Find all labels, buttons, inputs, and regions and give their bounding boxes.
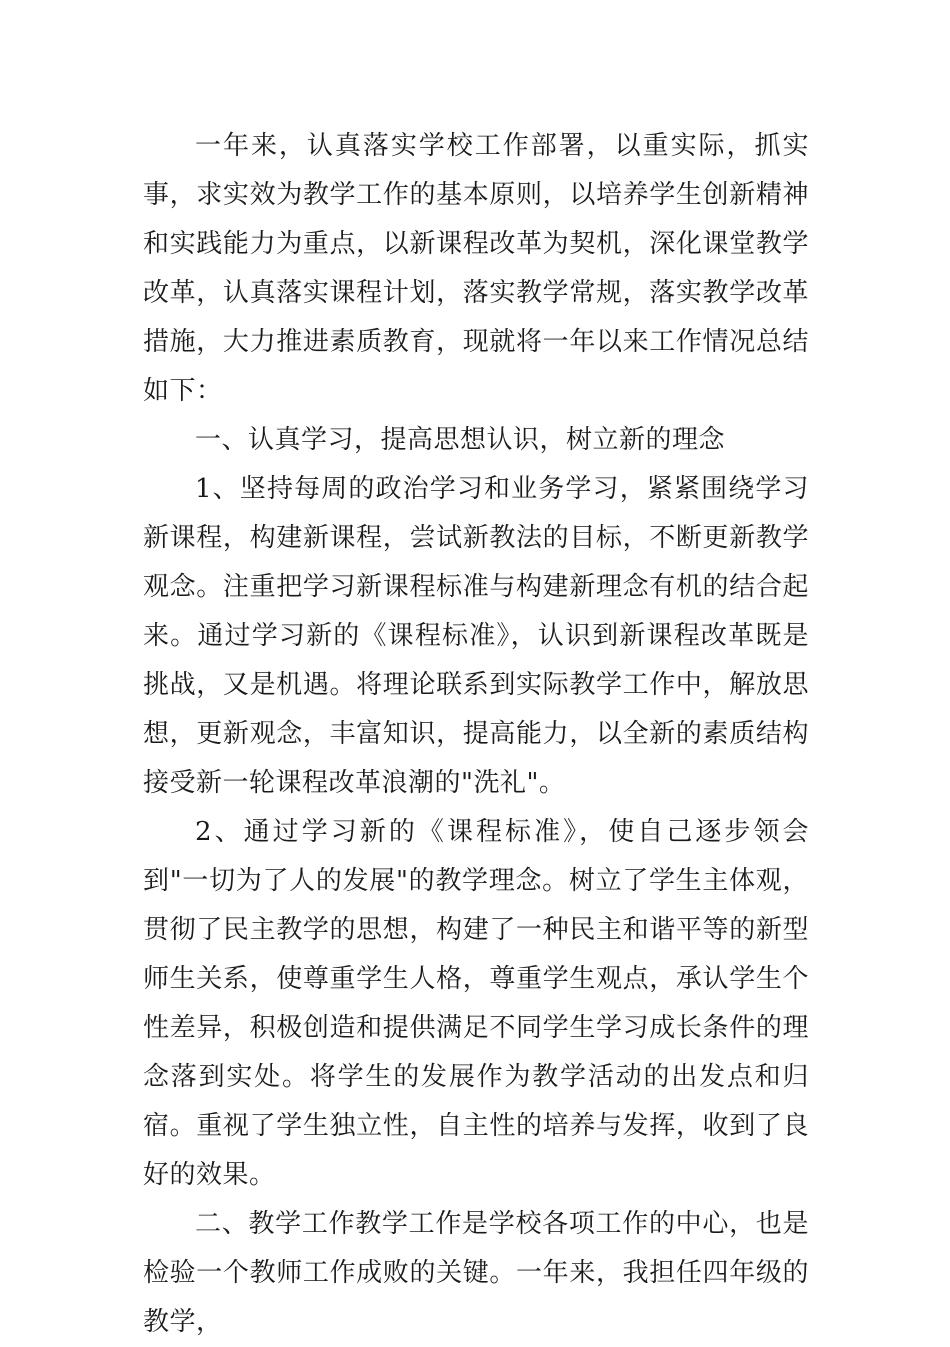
section-heading-1: 一、认真学习，提高思想认识，树立新的理念 [195,425,726,455]
document-body [143,122,809,1347]
paragraph-intro: 一年来，认真落实学校工作部署，以重实际，抓实事，求实效为教学工作的基本原则，以培养学生创新精神和实践能力为重点，以新课程改革为契机，深化课堂教学改革，认真落实课程计划，落实教学常规，落实教学改革措施，大力推进素质教育，现就将一年以来工作情况总结如下： [143,131,809,406]
paragraph-section-2: 二、教学工作教学工作是学校各项工作的中心，也是检验一个教师工作成败的关键。一年来，我担任四年级的教学， [143,1209,809,1337]
paragraph-item-1: 1、坚持每周的政治学习和业务学习，紧紧围绕学习新课程，构建新课程，尝试新教法的目标，不断更新教学观念。注重把学习新课程标准与构建新理念有机的结合起来。通过学习新的《课程标准》，认识到新课程改革既是挑战，又是机遇。将理论联系到实际教学工作中，解放思想，更新观念，丰富知识，提高能力，以全新的素质结构接受新一轮课程改革浪潮的"洗礼"。 [143,474,809,798]
paragraph-item-2: 2、通过学习新的《课程标准》，使自己逐步领会到"一切为了人的发展"的教学理念。树立了学生主体观，贯彻了民主教学的思想，构建了一种民主和谐平等的新型师生关系，使尊重学生人格，尊重学生观点，承认学生个性差异，积极创造和提供满足不同学生学习成长条件的理念落到实处。将学生的发展作为教学活动的出发点和归宿。重视了学生独立性，自主性的培养与发挥，收到了良好的效果。 [143,817,809,1190]
